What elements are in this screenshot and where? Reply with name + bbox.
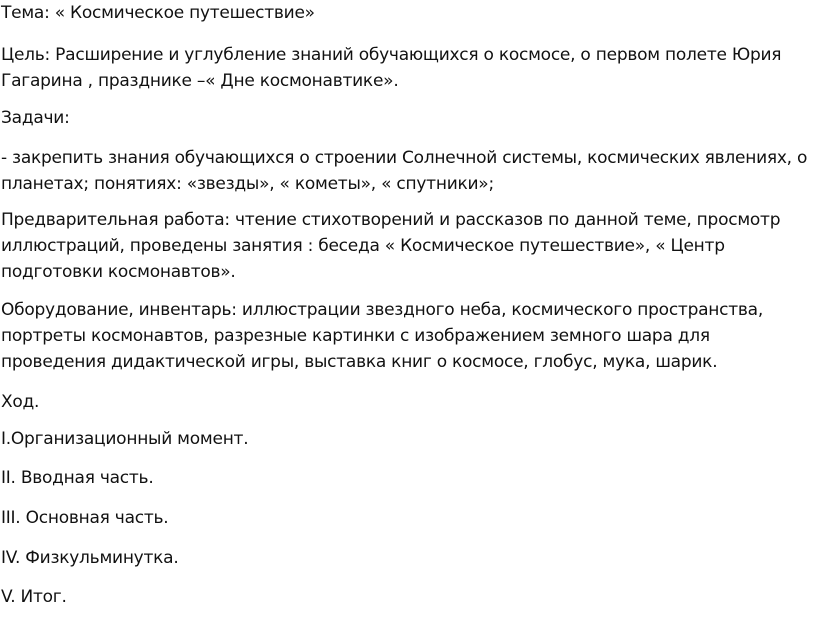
topic-line: Тема: « Космическое путешествие»	[1, 3, 315, 23]
equipment-paragraph: Оборудование, инвентарь: иллюстрации звездного неба, космического пространства, портреты космонавтов, разрезные картинки с изображением земного шара для проведения дидактической игры, выставка книг о космосе, глобус, мука, шарик.	[1, 300, 763, 372]
stage-item: IV. Физкульминутка.	[1, 548, 179, 568]
stage-item: I.Организационный момент.	[1, 429, 249, 449]
goal-paragraph: Цель: Расширение и углубление знаний обучающихся о космосе, о первом полете Юрия Гагарина , празднике –« Дне космонавтике».	[1, 45, 782, 91]
stage-item: III. Основная часть.	[1, 508, 169, 528]
tasks-heading: Задачи:	[1, 108, 70, 128]
preliminary-work-paragraph: Предварительная работа: чтение стихотворений и рассказов по данной теме, просмотр иллюстраций, проведены занятия : беседа « Космическое путешествие», « Центр подготовки космонавтов».	[1, 210, 781, 282]
stage-item: V. Итог.	[1, 587, 67, 607]
stage-item: II. Вводная часть.	[1, 468, 154, 488]
task-item-1: - закрепить знания обучающихся о строении Солнечной системы, космических явлениях, о планетах; понятиях: «звезды», « кометы», « спутники»;	[1, 148, 808, 194]
course-heading: Ход.	[1, 392, 40, 412]
